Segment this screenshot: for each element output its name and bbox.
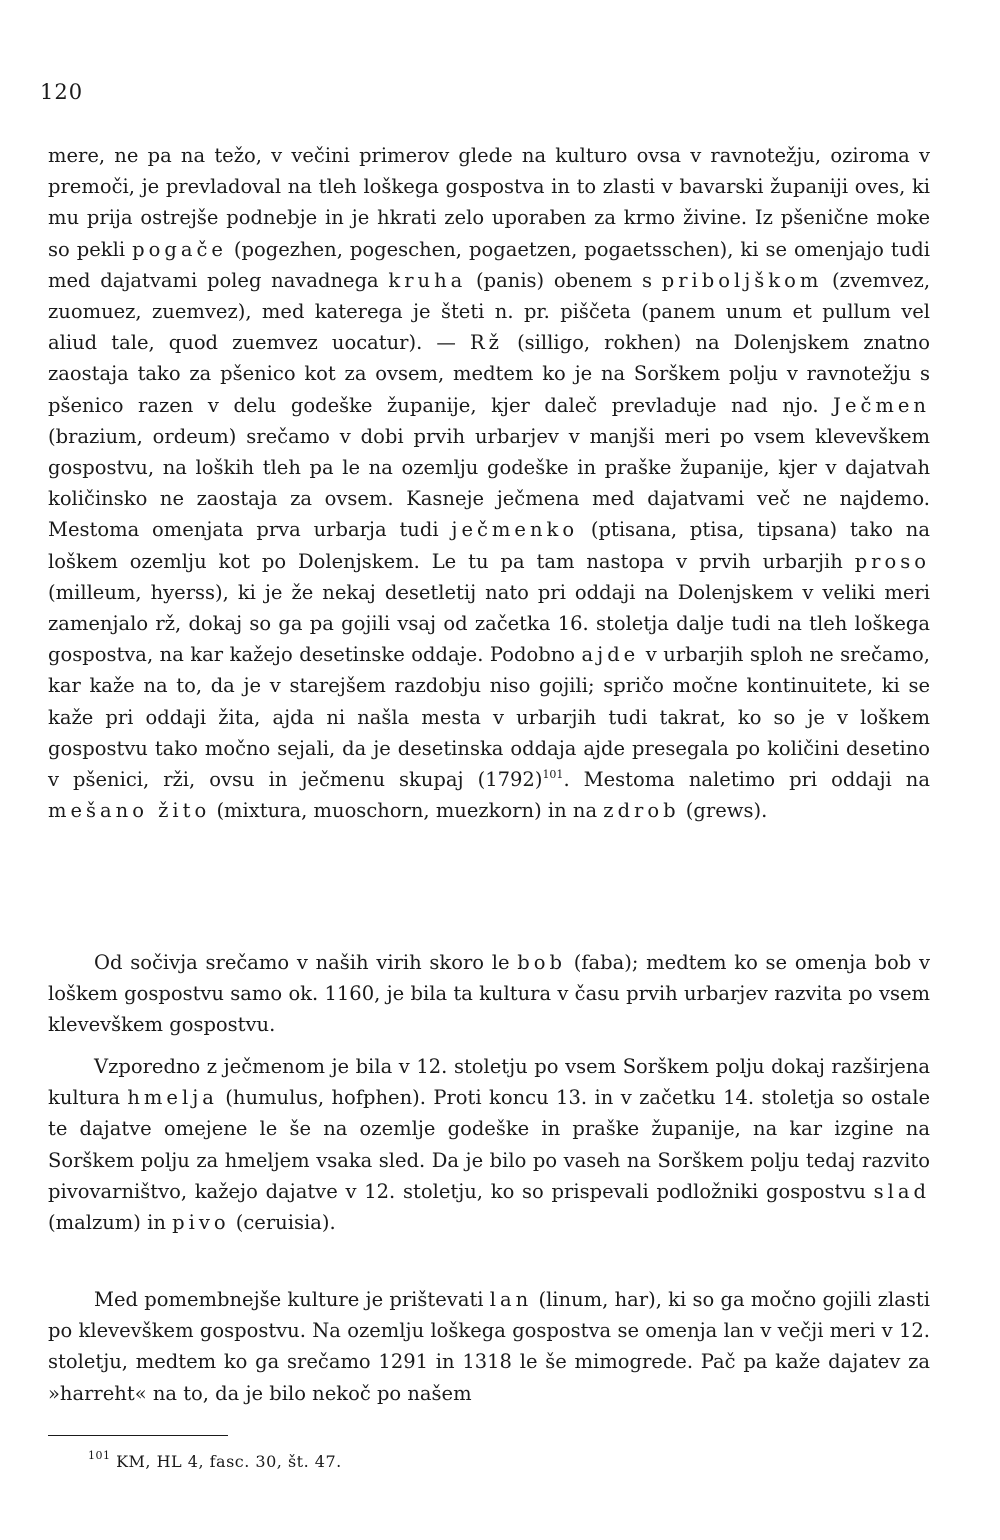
text-run: (brazium, ordeum) srečamo v dobi prvih urbarjev v manjši meri po vsem klevevškem gospostvu, na loških tleh pa le na ozemlju godeške in praške županije, kjer v dajatvah količinsko ne zaostaja za ovsem. Kasneje ječmena med dajatvami več ne najdemo. Mestoma omenjata prva urbarja tudi <box>48 424 930 542</box>
paragraph-text <box>48 947 930 1041</box>
emphasized-term: ječmenko <box>451 518 579 542</box>
footnote-divider <box>48 1435 228 1436</box>
emphasized-term: Rž <box>470 331 503 355</box>
text-run: (zvemvez, zuomuez, zuemvez), med katerega je šteti n. pr. piščeta (panem unum et pullum vel aliud tale, quod zuemvez uocatur). — <box>48 268 931 355</box>
emphasized-term: mešano žito <box>48 799 211 823</box>
text-run: (milleum, hyerss), ki je že nekaj desetletij nato pri oddaji na Dolenjskem v veliki meri zamenjalo rž, dokaj so ga pa gojili vsaj od začetka 16. stoletja dalje tudi na tleh loškega gospostva, na kar kažejo desetinske oddaje. Podobno <box>48 580 930 667</box>
emphasized-term: priboljškom <box>661 268 823 292</box>
paragraph-text <box>48 1051 930 1238</box>
text-run: Od sočivja srečamo v naših virih skoro le <box>94 951 518 974</box>
text-run: (ceruisia). <box>229 1211 336 1235</box>
footnote-marker: 101 <box>88 1449 111 1462</box>
paragraph-text <box>48 140 930 826</box>
emphasized-term: ajde <box>581 643 640 667</box>
text-run: (mixtura, muoschorn, muezkorn) in na <box>210 799 604 823</box>
text-run: v urbarjih sploh ne srečamo, kar kaže na to, da je v starejšem razdobju niso gojili; spričo močne kontinuitete, ki se kaže pri oddaji žita, ajda ni našla mesta v urbarjih tudi takrat, ko so je v loškem gospostvu tako močno sejali, da je desetinska oddaja ajde presegala po količini desetino v pšenici, rži, ovsu in ječmenu skupaj (1792) <box>48 643 930 792</box>
emphasized-term: pogače <box>132 237 227 261</box>
emphasized-term: proso <box>854 549 930 573</box>
text-run: (linum, har), ki so ga močno gojili zlasti po klevevškem gospostvu. Na ozemlju loškega gospostva se omenja lan v večji meri v 12. stoletju, medtem ko ga srečamo 1291 in 1318 le še mimogrede. Pač pa kaže dajatev za »harreht« na to, da je bilo nekoč po našem <box>48 1288 930 1405</box>
emphasized-term: zdrob <box>603 799 680 823</box>
emphasized-term: kruha <box>388 268 467 292</box>
text-run: Vzporedno z ječmenom je bila v 12. stoletju po vsem Sorškem polju dokaj razširjena kultura <box>48 1055 930 1110</box>
text-run: (faba); medtem ko se omenja bob v loškem gospostvu samo ok. 1160, je bila ta kultura v času prvih urbarjev razvita po vsem klevevškem gospostvu. <box>48 951 930 1037</box>
paragraph-legumes <box>48 947 930 1041</box>
text-run: (ptisana, ptisa, tipsana) tako na loškem ozemlju kot po Dolenjskem. Le tu pa tam nastopa v prvih urbarjih <box>48 518 930 573</box>
emphasized-term: Ječmen <box>833 393 930 417</box>
text-run: (grews). <box>679 799 768 823</box>
text-run: (malzum) in <box>48 1211 173 1235</box>
emphasized-term: pivo <box>172 1211 230 1235</box>
text-run: (panis) obenem s <box>466 268 662 292</box>
emphasized-term: hmelja <box>127 1086 218 1110</box>
emphasized-term: lan <box>489 1288 533 1311</box>
footnote-text: KM, HL 4, fasc. 30, št. 47. <box>110 1452 342 1471</box>
text-run: . Mestoma naletimo pri oddaji na <box>563 768 930 792</box>
page-number: 120 <box>40 80 84 104</box>
emphasized-term: bob <box>517 951 566 974</box>
paragraph-text <box>48 1284 930 1409</box>
text-run: (humulus, hofphen). Proti koncu 13. in v začetku 14. stoletja so ostale te dajatve omejene le še na ozemlje godeške in praške županije, na kar izgine na Sorškem polju za hmeljem vsaka sled. Da je bilo po vaseh na Sorškem polju tedaj razvito pivovarništvo, kažejo dajatve v 12. stoletju, ko so prispevali podložniki gospostvu <box>48 1086 930 1203</box>
text-run: (silligo, rokhen) na Dolenjskem znatno zaostaja tako za pšenico kot za ovsem, medtem ko je na Sorškem polju v ravnotežju s pšenico razen v delu godeške županije, kjer daleč prevladuje nad njo. <box>48 331 930 417</box>
paragraph-flax <box>48 1284 930 1409</box>
paragraph-cereals <box>48 140 930 826</box>
emphasized-term: slad <box>873 1179 930 1203</box>
text-run: Med pomembnejše kulture je prištevati <box>94 1288 490 1311</box>
footnote-reference: 101 <box>542 768 564 782</box>
text-run: (pogezhen, pogeschen, pogaetzen, pogaetsschen), ki se omenjajo tudi med dajatvami poleg navadnega <box>48 237 930 292</box>
text-run: mere, ne pa na težo, v večini primerov glede na kulturo ovsa v ravnotežju, oziroma v premoči, je prevladoval na tleh loškega gospostva in to zlasti v bavarski županiji oves, ki mu prija ostrejše podnebje in je hkrati zelo uporaben za krmo živine. Iz pšenične moke so pekli <box>48 144 930 261</box>
paragraph-hops <box>48 1051 930 1238</box>
footnote <box>88 1450 342 1474</box>
